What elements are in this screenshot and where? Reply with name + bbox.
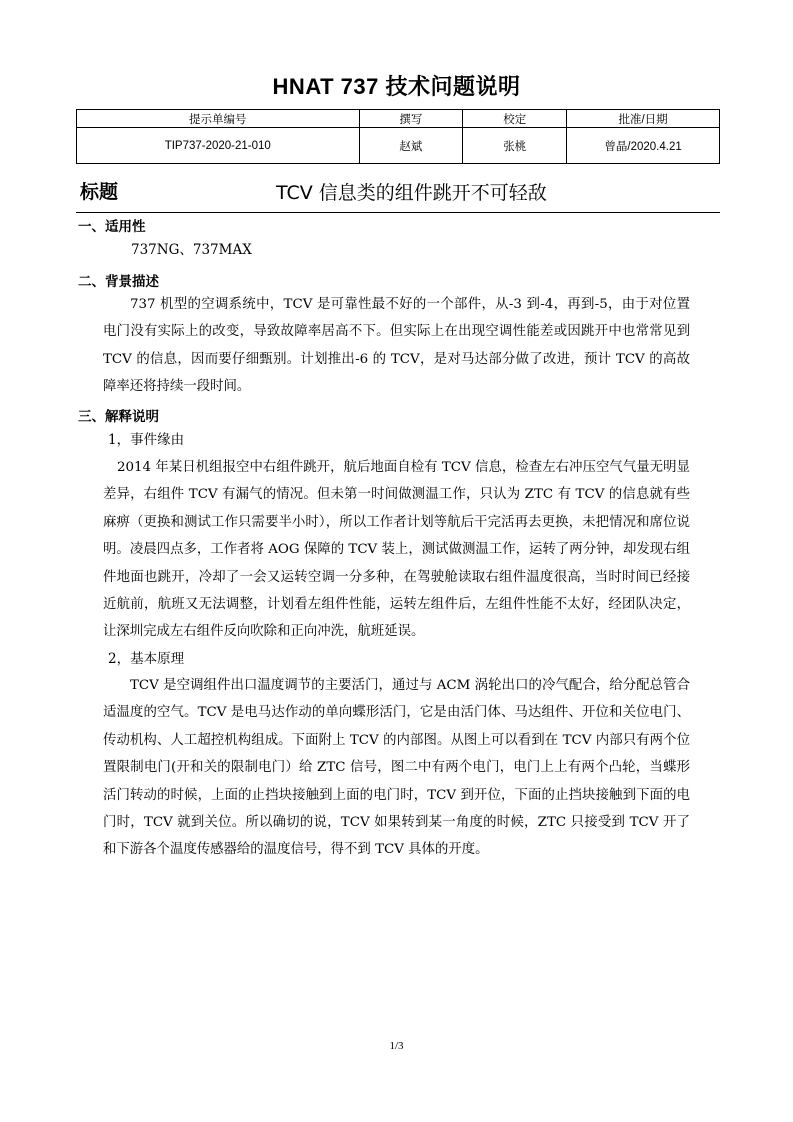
subject-row: [76, 172, 720, 213]
document-title: HNAT 737 技术问题说明: [272, 74, 521, 99]
subsection-title-principle: 2，基本原理: [108, 651, 185, 667]
applicability-text: 737NG、737MAX: [131, 242, 252, 258]
meta-tip-number: TIP737-2020-21-010: [77, 128, 360, 164]
principle-paragraph: TCV 是空调组件出口温度调节的主要活门，通过与 ACM 涡轮出口的冷气配合，给分配总管合适温度的空气。TCV 是电马达作动的单向蝶形活门，它是由活门体、马达组件、开位和关位电门、传动机构、人工超控机构组成。下面附上 TCV 的内部图。从图上可以看到在 TCV 内部只有两个位置限制电门(开和关的限制电门）给 ZTC 信号，图二中有两个电门，电门上上有两个凸轮，当蝶形活门转动的时候，上面的止挡块接触到上面的电门时，TCV 到开位，下面的止挡块接触到下面的电门时，TCV 就到关位。所以确切的说，TCV 如果转到某一角度的时候，ZTC 只接受到 TCV 开了和下游各个温度传感器给的温度信号，得不到 TCV 具体的开度。: [103, 678, 690, 858]
meta-header-tip-number: 提示单编号: [77, 110, 360, 128]
section-heading-background: 二、背景描述: [78, 274, 159, 290]
meta-approval-date: 曾晶/2020.4.21: [567, 128, 720, 164]
meta-reviewer: 张桃: [463, 128, 567, 164]
meta-value-row: [77, 128, 720, 164]
section-heading-applicability: 一、适用性: [78, 219, 146, 235]
subject-text: TCV 信息类的组件跳开不可轻敌: [276, 182, 547, 204]
meta-header-approval-date: 批准/日期: [567, 110, 720, 128]
page-number: 1/3: [389, 1040, 404, 1052]
event-paragraph: 2014 年某日机组报空中右组件跳开，航后地面自检有 TCV 信息，检查左右冲压空气气量无明显差异，右组件 TCV 有漏气的情况。但未第一时间做测温工作，只认为 ZTC 有 TCV 的信息就有些麻痹（更换和测试工作只需要半小时），所以工作者计划等航后干完活再去更换，未把情况和席位说明。凌晨四点多，工作者将 AOG 保障的 TCV 装上，测试做测温工作，运转了两分钟，却发现右组件地面也跳开，冷却了一会又运转空调一分多种，在驾驶舱读取右组件温度很高，当时时间已经接近航前，航班又无法调整，计划看左组件性能，运转左组件后，左组件性能不太好，经团队决定，让深圳完成左右组件反向吹除和正向冲洗，航班延误。: [103, 460, 690, 640]
document-meta-table: [76, 109, 720, 164]
background-paragraph: 737 机型的空调系统中，TCV 是可靠性最不好的一个部件，从-3 到-4，再到-5，由于对位置电门没有实际上的改变，导致故障率居高不下。但实际上在出现空调性能差或因跳开中也常常见到 TCV 的信息，因而要仔细甄别。计划推出-6 的 TCV，是对马达部分做了改进，预计 TCV 的高故障率还将持续一段时间。: [103, 297, 690, 395]
meta-header-reviewer: 校定: [463, 110, 567, 128]
subsection-title-event: 1，事件缘由: [108, 432, 185, 448]
meta-header-author: 撰写: [359, 110, 463, 128]
section-heading-explanation: 三、解释说明: [78, 409, 159, 425]
subject-label: 标题: [80, 181, 119, 203]
meta-author: 赵斌: [359, 128, 463, 164]
meta-header-row: [77, 110, 720, 128]
